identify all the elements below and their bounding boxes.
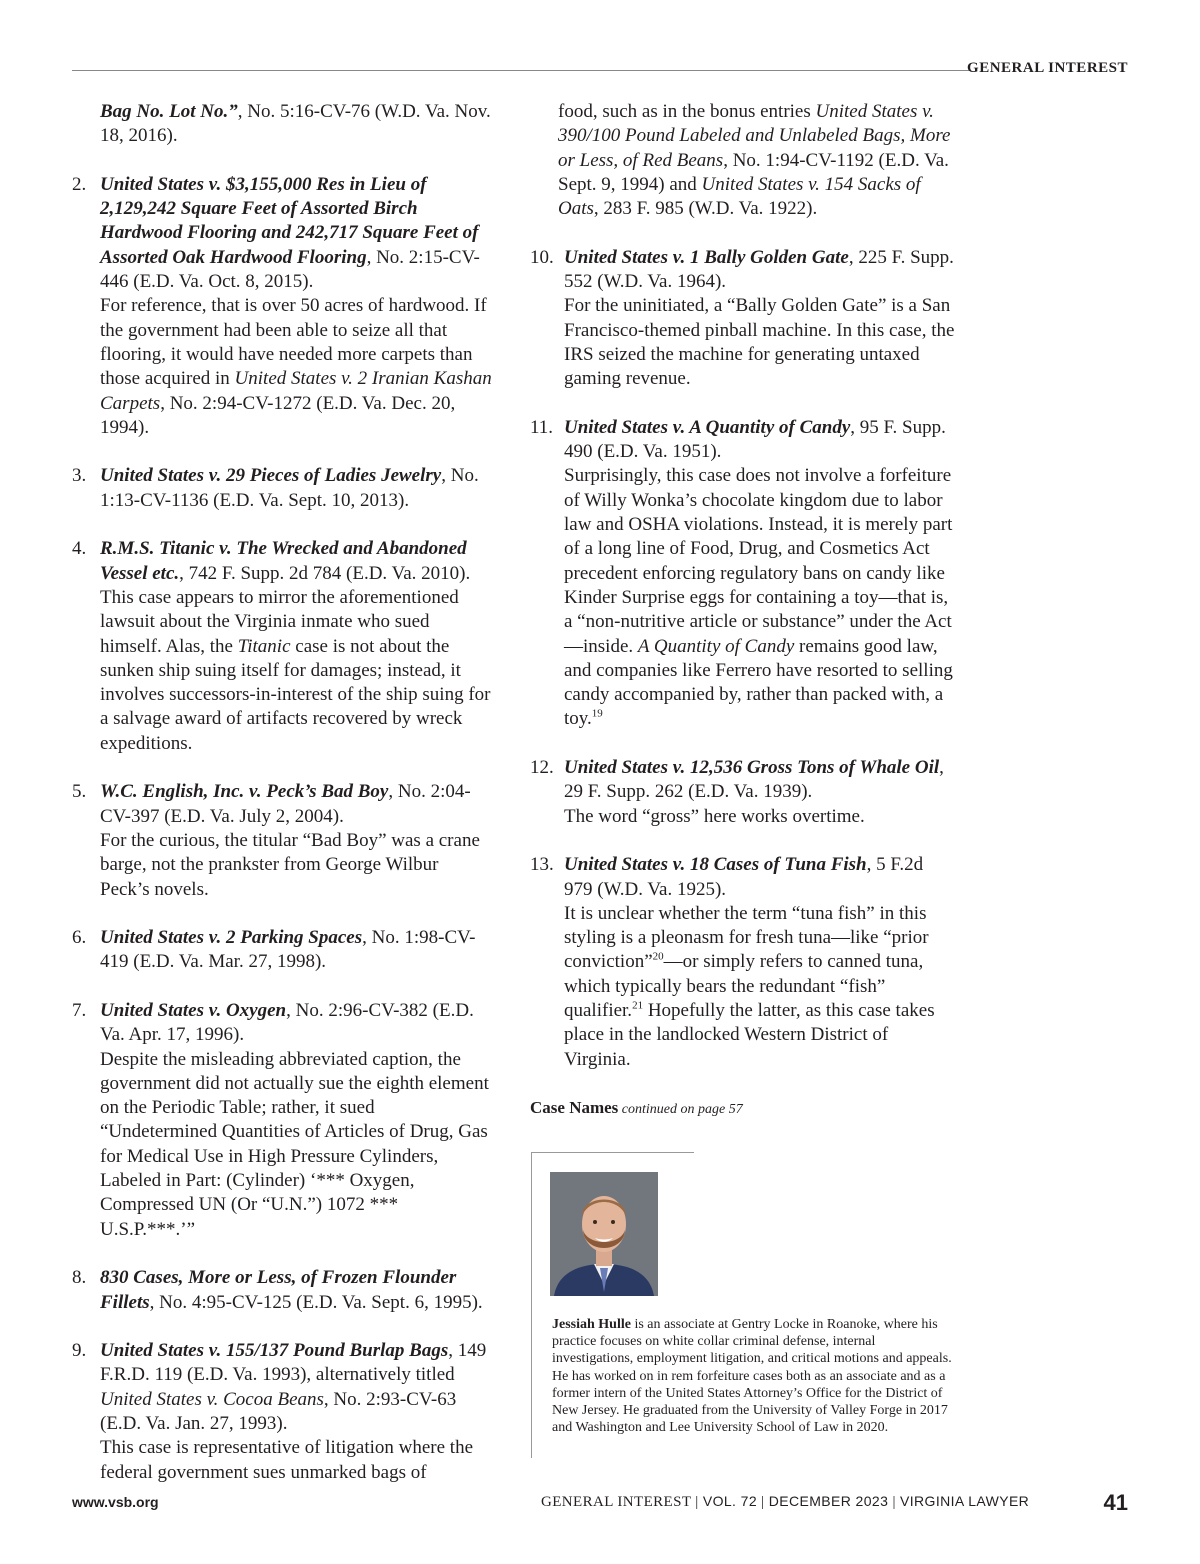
case-note: case is not about the sunken ship suing itself for damages; instead, it involves successors-in-interest of the ship suing for a salvage award of artifacts recovered by wreck expeditions. (100, 635, 491, 754)
item-number: 4. (72, 538, 87, 560)
case-note: For reference, that is over 50 acres of hardwood. If the government had been able to seize all that flooring, it would have needed more carpets than those acquired in (100, 295, 487, 390)
page-number: 41 (1103, 1490, 1128, 1515)
right-column (530, 100, 955, 1122)
author-bio (552, 1316, 952, 1436)
case-note-italic: A Quantity of Candy (637, 635, 795, 657)
item-number: 2. (72, 173, 87, 195)
left-column (72, 100, 492, 1485)
case-citation: , No. 1:13-CV-1136 (E.D. Va. Sept. 10, 2013). (100, 465, 479, 511)
case-note: Hopefully the latter, as this case takes place in the landlocked Western District of Virginia. (564, 999, 935, 1070)
case-title: United States v. 29 Pieces of Ladies Jewelry (100, 465, 442, 487)
case-title: United States v. 18 Cases of Tuna Fish (564, 854, 867, 876)
case-title: United States v. 155/137 Pound Burlap Bags (100, 1340, 449, 1362)
footer-publication-line (541, 1493, 1029, 1511)
list-item-2 (72, 173, 492, 440)
footer-publication: VIRGINIA LAWYER (900, 1493, 1030, 1509)
case-title: United States v. A Quantity of Candy (564, 416, 851, 438)
continued-notice (530, 1096, 955, 1122)
case-note: , No. 1:94-CV-1192 (E.D. Va. Sept. 9, 1994) and (558, 149, 949, 195)
case-title: W.C. English, Inc. v. Peck’s Bad Boy (100, 781, 389, 803)
case-note: Surprisingly, this case does not involve a forfeiture of Willy Wonka’s chocolate kingdom due to labor law and OSHA violations. Instead, it is merely part of a long line of Food, Drug, and Cosmetics Act precedent enforcing regulatory bans on candy like Kinder Surprise eggs for containing a toy—that is, a “non-nutritive article or substance” under the Act—inside. (564, 465, 953, 657)
case-note: For the uninitiated, a “Bally Golden Gate” is a San Francisco-themed pinball machine. In this case, the IRS seized the machine for generating untaxed gaming revenue. (564, 295, 955, 390)
footer-volume: VOL. 72 (702, 1493, 758, 1509)
footer-separator: | (888, 1494, 901, 1510)
footer-separator: | (757, 1494, 769, 1510)
case-note: This case appears to mirror the aforementioned lawsuit about the Virginia inmate who sued himself. Alas, the (100, 586, 459, 657)
case-title: United States v. 12,536 Gross Tons of Whale Oil (564, 757, 940, 779)
item-number: 8. (72, 1267, 87, 1289)
case-note: food, such as in the bonus entries (558, 101, 816, 122)
case-note: , 283 F. 985 (W.D. Va. 1922). (593, 198, 818, 220)
case-title: R.M.S. Titanic v. The Wrecked and Abandoned Vessel etc. (100, 538, 467, 584)
case-citation-italic: United States v. Cocoa Beans (100, 1388, 324, 1410)
list-item-7 (72, 999, 492, 1242)
case-note-italic: United States v. 154 Sacks of Oats (558, 173, 921, 220)
list-item-9-continued (530, 100, 955, 221)
case-note: This case is representative of litigation where the federal government sues unmarked bags of (100, 1437, 474, 1483)
case-title: United States v. 1 Bally Golden Gate (564, 246, 849, 268)
case-citation: , No. 4:95-CV-125 (E.D. Va. Sept. 6, 1995). (149, 1291, 483, 1313)
footnote-ref: 21 (632, 999, 644, 1012)
item-number: 13. (530, 854, 554, 876)
case-title: United States v. $3,155,000 Res in Lieu of 2,129,242 Square Feet of Assorted Birch Hardwood Flooring and 242,717 Square Feet of Assorted Oak Hardwood Flooring (100, 173, 479, 268)
case-note-italic: United States v. 390/100 Pound Labeled and Unlabeled Bags, More or Less, of Red Beans (558, 101, 951, 171)
case-note-italic: Titanic (237, 635, 291, 657)
item-number: 10. (530, 246, 554, 268)
list-item-8 (72, 1266, 492, 1315)
case-note: It is unclear whether the term “tuna fish” in this styling is a pleonasm for fresh tuna—like “prior conviction” (564, 902, 929, 973)
case-note: For the curious, the titular “Bad Boy” was a crane barge, not the prankster from George Wilbur Peck’s novels. (100, 829, 480, 900)
case-citation: , No. 2:96-CV-382 (E.D. Va. Apr. 17, 1996). (100, 999, 474, 1046)
list-item-4 (72, 537, 492, 756)
case-citation: , No. 2:04-CV-397 (E.D. Va. July 2, 2004). (100, 781, 471, 827)
bio-border-top (531, 1152, 694, 1153)
section-label: GENERAL INTEREST (967, 60, 1128, 76)
case-title: Bag No. Lot No.” (100, 101, 238, 122)
item-number: 9. (72, 1340, 87, 1362)
case-citation: , 225 F. Supp. 552 (W.D. Va. 1964). (564, 246, 954, 293)
author-portrait-icon (550, 1172, 658, 1296)
list-item-10 (530, 246, 955, 392)
footnote-ref: 19 (591, 708, 603, 721)
bio-border-left (531, 1152, 532, 1458)
case-note: , No. 2:94-CV-1272 (E.D. Va. Dec. 20, 1994). (100, 392, 456, 438)
author-bio-text: is an associate at Gentry Locke in Roanoke, where his practice focuses on white collar criminal defense, internal investigations, employment litigation, and critical motions and appeals. He has worked on in rem forfeiture cases both as an associate and as a former intern of the United States Attorney’s Office for the District of New Jersey. He graduated from the University of Valley Forge in 2017 and Washington and Lee University School of Law in 2020. (552, 1317, 952, 1436)
list-item-1-continued (72, 100, 492, 149)
footnote-ref: 20 (652, 951, 664, 964)
case-citation: , 95 F. Supp. 490 (E.D. Va. 1951). (564, 416, 946, 463)
item-number: 3. (72, 465, 87, 487)
case-citation: , 742 F. Supp. 2d 784 (E.D. Va. 2010). (179, 562, 471, 584)
case-note: —or simply refers to canned tuna, which typically bears the redundant “fish” qualifier. (564, 951, 924, 1021)
item-number: 7. (72, 999, 87, 1021)
continued-page-ref: continued on page 57 (618, 1102, 743, 1118)
item-number: 11. (530, 416, 554, 438)
case-citation: , No. 1:98-CV-419 (E.D. Va. Mar. 27, 1998). (100, 927, 476, 973)
list-item-12 (530, 756, 955, 829)
list-item-6 (72, 926, 492, 975)
case-citation: , No. 2:93-CV-63 (E.D. Va. Jan. 27, 1993). (100, 1388, 457, 1435)
list-item-13 (530, 853, 955, 1072)
case-title: United States v. Oxygen (100, 999, 287, 1021)
case-citation: , No. 2:15-CV-446 (E.D. Va. Oct. 8, 2015). (100, 246, 480, 293)
case-title: 830 Cases, More or Less, of Frozen Flounder Fillets (100, 1267, 457, 1313)
author-photo (550, 1172, 658, 1296)
footer-section: GENERAL INTEREST (541, 1494, 692, 1510)
item-number: 6. (72, 927, 87, 949)
item-number: 12. (530, 757, 554, 779)
case-citation: , 29 F. Supp. 262 (E.D. Va. 1939). (564, 757, 944, 803)
case-title: United States v. 2 Parking Spaces (100, 927, 363, 949)
author-name: Jessiah Hulle (552, 1317, 631, 1332)
case-note: remains good law, and companies like Ferrero have resorted to selling candy accompanied by, rather than packed with, a toy. (564, 635, 953, 730)
website-link[interactable]: www.vsb.org (72, 1494, 159, 1510)
footer-issue: DECEMBER 2023 (768, 1493, 889, 1509)
footer-separator: | (691, 1494, 703, 1510)
list-item-3 (72, 464, 492, 513)
header-rule (72, 70, 970, 71)
case-citation: , 149 F.R.D. 119 (E.D. Va. 1993), alternatively titled (100, 1340, 487, 1386)
continued-label: Case Names (530, 1098, 619, 1118)
list-item-5 (72, 780, 492, 901)
list-item-9 (72, 1339, 492, 1485)
case-note: Despite the misleading abbreviated caption, the government did not actually sue the eighth element on the Periodic Table; rather, it sued “Undetermined Quantities of Articles of Drug, Gas for Medical Use in High Pressure Cylinders, Labeled in Part: (Cylinder) ‘*** Oxygen, Compressed UN (Or “U.N.”) 1072 *** U.S.P.***.’” (100, 1048, 489, 1240)
case-citation: , 5 F.2d 979 (W.D. Va. 1925). (564, 854, 924, 900)
item-number: 5. (72, 781, 87, 803)
case-note-italic: United States v. 2 Iranian Kashan Carpets (100, 368, 492, 414)
case-note: The word “gross” here works overtime. (564, 805, 865, 827)
case-citation: , No. 5:16-CV-76 (W.D. Va. Nov. 18, 2016). (100, 101, 491, 147)
list-item-11 (530, 416, 955, 732)
